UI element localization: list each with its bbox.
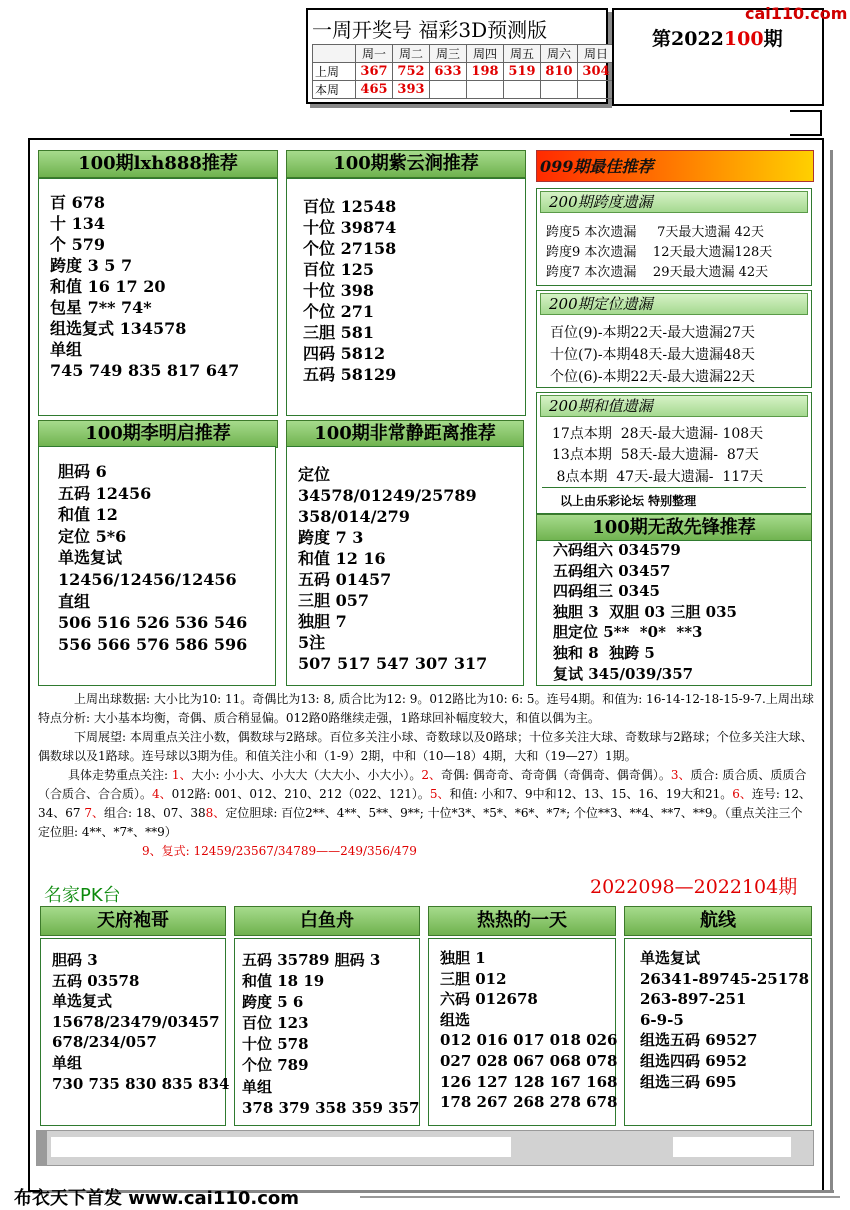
- panel-title-wudi: 100期无敌先锋推荐: [536, 514, 812, 542]
- pk-tianfu-text: 胆码 3 五码 03578 单选复式 15678/23479/03457 678/234/057 单组 730 735 830 835 834: [52, 951, 230, 1093]
- footer-text: 布衣天下首发 www.cai110.com: [14, 1188, 300, 1209]
- analysis-text: [38, 690, 814, 861]
- sum-miss-line: 13点本期 58天-最大遗漏- 87天: [552, 447, 759, 463]
- issue-range: 2022098—2022104期: [590, 876, 798, 898]
- day-header: 周一: [356, 45, 393, 63]
- pk-title-tianfu: 天府袍哥: [40, 906, 226, 936]
- draw-number: 810: [541, 63, 578, 81]
- position-miss-line: 百位(9)-本期22天-最大遗漏27天: [550, 325, 755, 341]
- bottom-decor-bar: [36, 1130, 814, 1166]
- draw-number: 367: [356, 63, 393, 81]
- day-header: 周日: [578, 45, 615, 63]
- position-miss-line: 个位(6)-本期22天-最大遗漏22天: [550, 369, 755, 385]
- panel-title-ziyunjian: 100期紫云涧推荐: [286, 150, 526, 178]
- draw-number: 519: [504, 63, 541, 81]
- draw-number: [467, 81, 504, 99]
- draw-number: [541, 81, 578, 99]
- footer-line: [360, 1196, 840, 1198]
- weekly-draw-table: [312, 44, 615, 99]
- analysis-focus: 具体走势重点关注: 1、大小: 小小大、小大大（大大小、小大小）。2、奇偶: 偶奇奇、奇奇偶（奇偶奇、偶奇偶）。3、质合: 质合质、质质合（合质合、合合质）。4、012路: 001、012、210、212（022、121）。5、和值: 小和7、9中和12、13、15、16、19大和21。6、连号: 12、34、67 7、组合: 18、07、388、定位胆球: 百位2**、4**、5**、9**; 十位*3*、*5*、*6*、*7*; 个位**3、**4、**7、**9。（重点关注三个定位胆: 4**、*7*、**9）: [38, 768, 812, 839]
- position-miss-title: 200期定位遗漏: [540, 293, 808, 315]
- site-logo: cai110.com: [745, 4, 848, 23]
- panel-title-feichangjing: 100期非常静距离推荐: [286, 420, 524, 448]
- pk-title-rere: 热热的一天: [428, 906, 616, 936]
- sum-miss-line: 8点本期 47天-最大遗漏- 117天: [552, 469, 764, 485]
- decorative-bracket: [790, 110, 822, 136]
- span-miss-line: 跨度7 本次遗漏 29天最大遗漏 42天: [546, 265, 769, 280]
- best-pick-label: 099期最佳推荐: [540, 157, 654, 176]
- pk-hangxian-text: 单选复试 26341-89745-25178 263-897-251 6-9-5 组选五码 69527 组选四码 6952 组选三码 695: [640, 949, 810, 1091]
- header-title: 一周开奖号 福彩3D预测版: [312, 18, 548, 42]
- panel-feichangjing-text: 定位 34578/01249/25789 358/014/279 跨度 7 3 和值 12 16 五码 01457 三胆 057 独胆 7 5注 507 517 547 307 317: [298, 465, 488, 673]
- pk-title-hangxian: 航线: [624, 906, 812, 936]
- draw-number: 633: [430, 63, 467, 81]
- panel-ziyunjian-text: 百位 12548 十位 39874 个位 27158 百位 125 十位 398 个位 271 三胆 581 四码 5812 五码 58129: [303, 197, 397, 384]
- panel-lxh888-text: 百 678 十 134 个 579 跨度 3 5 7 和值 16 17 20 包星 7** 74* 组选复式 134578 单组 745 749 835 817 647: [50, 193, 240, 380]
- analysis-combo: 9、复式: 12459/23567/34789——249/356/479: [142, 844, 417, 858]
- sum-miss-title: 200期和值遗漏: [540, 395, 808, 417]
- position-miss-line: 十位(7)-本期48天-最大遗漏48天: [550, 347, 755, 363]
- span-miss-line: 跨度9 本次遗漏 12天最大遗漏128天: [546, 245, 773, 260]
- span-miss-line: 跨度5 本次遗漏 7天最大遗漏 42天: [546, 225, 765, 240]
- panel-title-limingqi: 100期李明启推荐: [38, 420, 278, 448]
- draw-number: 465: [356, 81, 393, 99]
- issue-number: 第2022100期: [652, 28, 783, 50]
- day-header: 周五: [504, 45, 541, 63]
- draw-number: [578, 81, 615, 99]
- analysis-next-week: 下周展望: 本周重点关注小数，偶数球与2路球。百位多关注小球、奇数球以及0路球；十位多关注大球、奇数球与2路球；个位多关注大球、偶数球以及1路球。连号球以3期为佳。和值关注小和（1-9）2期，中和（10—18）4期，大和（19—27）1期。: [38, 730, 813, 763]
- day-header: 周三: [430, 45, 467, 63]
- draw-number: [430, 81, 467, 99]
- panel-limingqi-text: 胆码 6 五码 12456 和值 12 定位 5*6 单选复试 12456/12456/12456 直组 506 516 526 536 546 556 566 576 586 596: [58, 462, 248, 654]
- day-header: 周四: [467, 45, 504, 63]
- draw-number: [504, 81, 541, 99]
- pk-rere-text: 独胆 1 三胆 012 六码 012678 组选 012 016 017 018 026 027 028 067 068 078 126 127 128 167 168 178 267 268 278 678: [440, 949, 618, 1112]
- last-week-label: 上周: [313, 63, 356, 81]
- draw-number: 304: [578, 63, 615, 81]
- pk-section-title: 名家PK台: [44, 885, 121, 906]
- span-miss-title: 200期跨度遗漏: [540, 191, 808, 213]
- source-note: 以上由乐彩论坛 特别整理: [560, 494, 697, 508]
- draw-number: 393: [393, 81, 430, 99]
- this-week-label: 本周: [313, 81, 356, 99]
- draw-number: 198: [467, 63, 504, 81]
- draw-number: 752: [393, 63, 430, 81]
- sum-miss-line: 17点本期 28天-最大遗漏- 108天: [552, 426, 764, 442]
- day-header: 周二: [393, 45, 430, 63]
- pk-title-baiyuzhou: 白鱼舟: [234, 906, 420, 936]
- frame-shadow: [830, 150, 833, 1190]
- divider: [542, 487, 806, 488]
- day-header: 周六: [541, 45, 578, 63]
- panel-wudi-text: 六码组六 034579 五码组六 03457 四码组三 0345 独胆 3 双胆 03 三胆 035 胆定位 5** *0* **3 独和 8 独跨 5 复试 345/039/357: [553, 541, 737, 683]
- pk-baiyuzhou-text: 五码 35789 胆码 3 和值 18 19 跨度 5 6 百位 123 十位 578 个位 789 单组 378 379 358 359 357: [242, 951, 420, 1117]
- panel-title-lxh888: 100期lxh888推荐: [38, 150, 278, 178]
- analysis-last-week: 上周出球数据: 大小比为10: 11。奇偶比为13: 8, 质合比为12: 9。012路比为10: 6: 5。连号4期。和值为: 16-14-12-18-15-9-7.上周出球特点分析: 大小基本均衡，奇偶、质合稍显偏。012路0路继续走强，1路球回补幅度较大，和值以偶为主。: [38, 692, 814, 725]
